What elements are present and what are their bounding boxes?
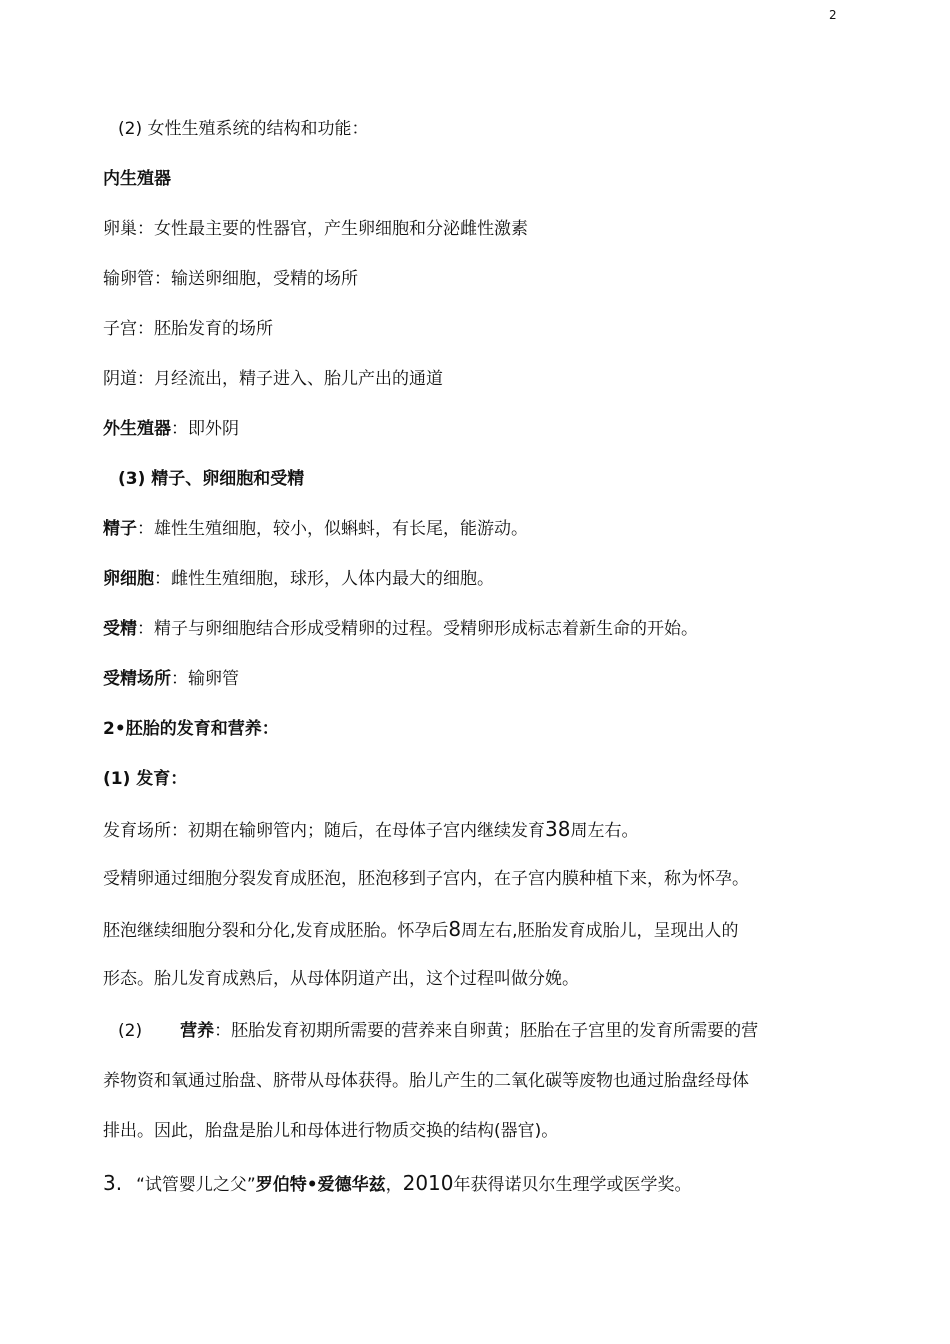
item-number-nutrition: (2) (118, 1021, 143, 1041)
subheading-internal-organs: 内生殖器 (103, 169, 171, 189)
term-external-organs: 外生殖器 (103, 419, 171, 439)
term-nutrition: 营养 (180, 1021, 215, 1041)
text-segment: 周左右,胚胎发育成胎儿，呈现出人的 (461, 921, 739, 941)
text-segment: 年获得诺贝尔生理学或医学奖。 (453, 1175, 692, 1195)
text-nutrition-line2: 养物资和氧通过胎盘、脐带从母体获得。胎儿产生的二氧化碳等废物也通过胎盘经母体 (103, 1071, 749, 1091)
number-8: 8 (448, 917, 462, 941)
definition-sperm: ：雄性生殖细胞，较小，似蝌蚪，有长尾，能游动。 (137, 519, 528, 539)
text-fallopian-tube: 输卵管：输送卵细胞，受精的场所 (103, 269, 358, 289)
term-fertilization-site: 受精场所 (103, 669, 171, 689)
definition-nutrition: ：胚胎发育初期所需要的营养来自卵黄；胚胎在子宫里的发育所需要的营 (214, 1021, 759, 1041)
text-segment: 发育场所：初期在输卵管内；随后，在母体子宫内继续发育 (103, 821, 545, 841)
definition-fertilization: ：精子与卵细胞结合形成受精卵的过程。受精卵形成标志着新生命的开始。 (137, 619, 698, 639)
term-egg-cell: 卵细胞 (103, 569, 154, 589)
definition-external-organs: ：即外阴 (171, 419, 239, 439)
text-ovary: 卵巢：女性最主要的性器官，产生卵细胞和分泌雌性激素 (103, 219, 528, 239)
text-fertilization (103, 618, 698, 640)
section-heading-fertilization: (3) 精子、卵细胞和受精 (118, 469, 305, 489)
text-vagina: 阴道：月经流出，精子进入、胎儿产出的通道 (103, 369, 443, 389)
text-blastocyst: 受精卵通过细胞分裂发育成胚泡，胚泡移到子宫内，在子宫内膜种植下来，称为怀孕。 (103, 869, 749, 889)
term-fertilization: 受精 (103, 619, 137, 639)
text-embryo-line2: 形态。胎儿发育成熟后，从母体阴道产出，这个过程叫做分娩。 (103, 969, 579, 989)
text-external-organs (103, 418, 239, 440)
text-segment: 周左右。 (570, 821, 639, 841)
text-fertilization-site (103, 668, 239, 690)
text-embryo-line1 (103, 918, 739, 942)
text-uterus: 子宫：胚胎发育的场所 (103, 319, 273, 339)
text-development-site (103, 818, 638, 842)
section-heading-female-system: (2) 女性生殖系统的结构和功能： (118, 119, 369, 139)
item-number-3: 3. (103, 1171, 123, 1195)
text-nutrition-line1 (118, 1020, 758, 1042)
text-nutrition-line3: 排出。因此，胎盘是胎儿和母体进行物质交换的结构(器官)。 (103, 1121, 559, 1141)
number-38: 38 (545, 817, 571, 841)
section-heading-embryo: 2•胚胎的发育和营养： (103, 719, 279, 739)
page-number: 2 (829, 8, 837, 22)
year-2010: 2010 (402, 1171, 454, 1195)
definition-egg-cell: ：雌性生殖细胞，球形，人体内最大的细胞。 (154, 569, 494, 589)
name-robert-edwards: 罗伯特•爱德华兹 (255, 1175, 386, 1195)
text-segment: 胚泡继续细胞分裂和分化,发育成胚胎。怀孕后 (103, 921, 449, 941)
text-ivf-father (103, 1172, 692, 1196)
term-sperm: 精子 (103, 519, 137, 539)
text-separator: ， (385, 1175, 403, 1195)
definition-fertilization-site: ：输卵管 (171, 669, 239, 689)
subheading-development: (1) 发育： (103, 769, 188, 789)
text-quote: “试管婴儿之父” (136, 1175, 256, 1195)
text-egg-cell (103, 568, 494, 590)
text-sperm (103, 518, 528, 540)
